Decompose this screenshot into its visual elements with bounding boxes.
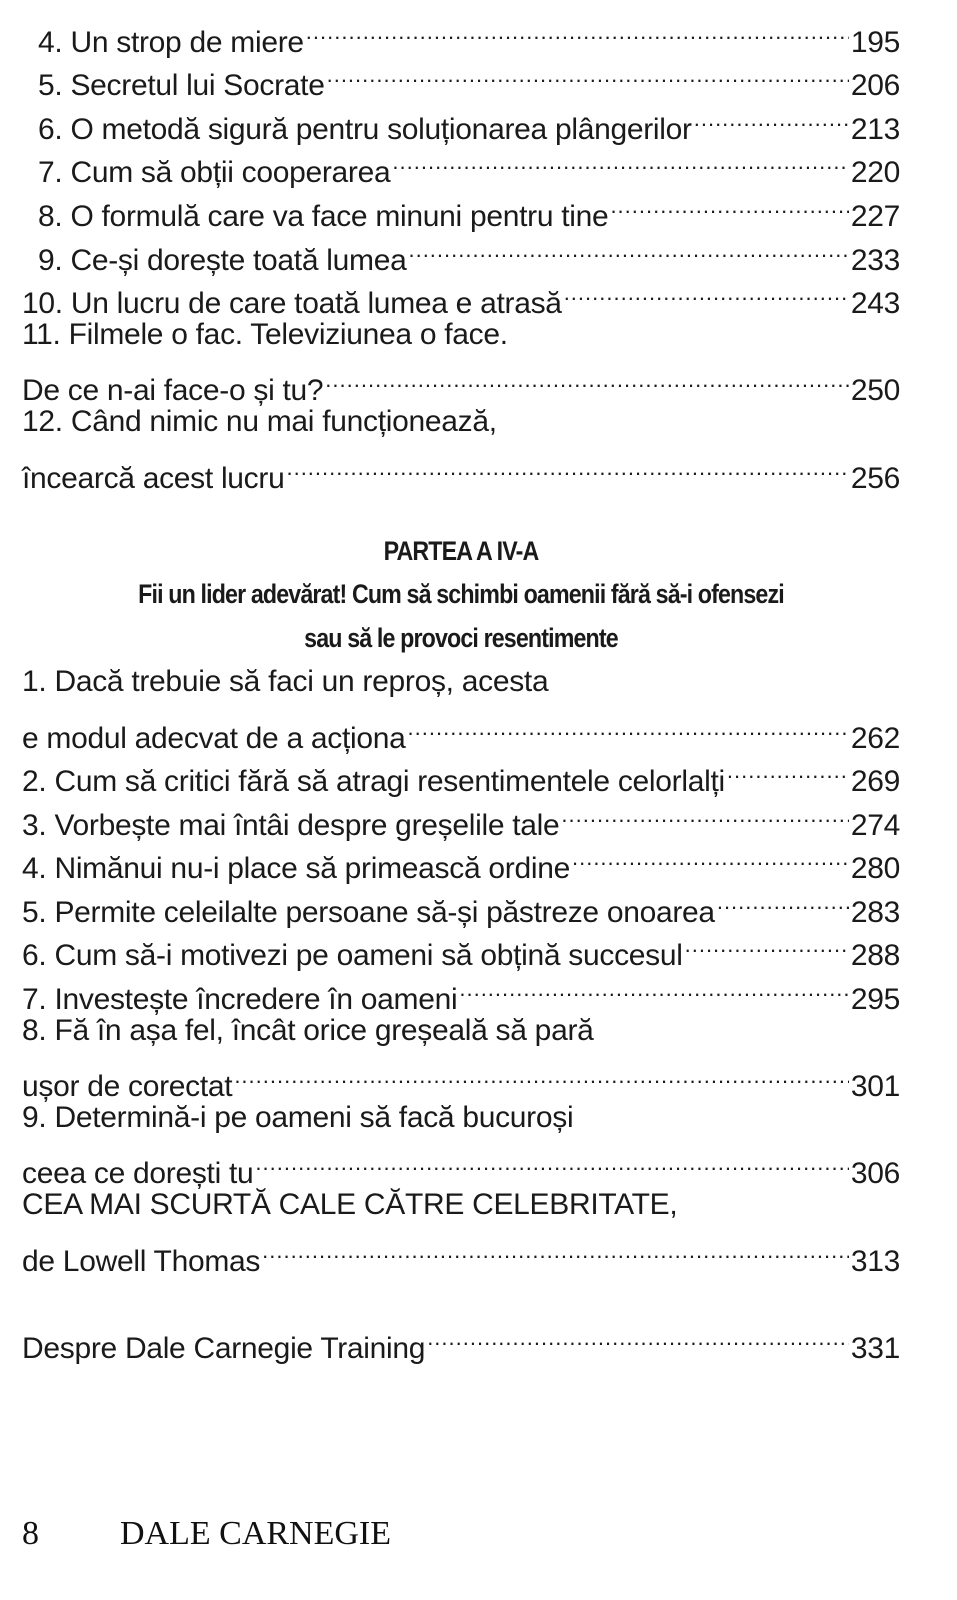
toc-entry-line1: 9. Determină-i pe oameni să facă bucuroși [22,1101,574,1135]
dot-leader [327,52,849,96]
toc-entry-appendix: Despre Dale Carnegie Training ..... 331 [22,1314,900,1358]
dot-leader [255,1140,848,1184]
running-head: DALE CARNEGIE [120,1515,392,1552]
dot-leader [610,182,848,226]
dot-leader [427,1314,849,1358]
dot-leader [572,835,849,879]
toc-entry-line2: e modul adecvat de a acționa ..... 262 [22,704,900,748]
page-footer [22,1515,391,1559]
toc-entry: 7. Investește încredere în oameni ..... 295 [22,965,900,1009]
part-heading-block [22,530,900,661]
toc-entry: 3. Vorbește mai întâi despre greșelile tale ..... 274 [22,791,900,835]
toc-entry: 6. O metodă sigură pentru soluționarea plângerilor ..... 213 [22,95,900,139]
toc-entry: 9. Ce-și dorește toată lumea ..... 233 [22,226,900,270]
toc-entry-line1: CEA MAI SCURTĂ CALE CĂTRE CELEBRITATE, [22,1188,678,1222]
dot-leader [408,704,849,748]
dot-leader [685,922,849,966]
dot-leader [727,748,849,792]
toc-entry: 5. Permite celeilalte persoane să-și păstreze onoarea ..... 283 [22,878,900,922]
dot-leader [561,791,848,835]
dot-leader [408,226,848,270]
toc-entry-line2: încearcă acest lucru ..... 256 [22,444,900,488]
dot-leader [262,1227,849,1271]
toc-entry-line2: De ce n-ai face-o și tu? ..... 250 [22,357,900,401]
toc-section-part4 [22,660,900,1278]
toc-entry-line1: 1. Dacă trebuie să faci un reproș, acesta [22,665,549,699]
dot-leader [392,139,848,183]
dot-leader [325,357,849,401]
dot-leader [234,1053,849,1097]
toc-entry: 8. O formulă care va face minuni pentru tine ..... 227 [22,182,900,226]
dot-leader [717,878,849,922]
page-number: 8 [22,1515,39,1552]
toc-entry-line2: ceea ce dorești tu ..... 306 [22,1140,900,1184]
toc-entry: 4. Nimănui nu-i place să primească ordine ..... 280 [22,835,900,879]
toc-entry: 6. Cum să-i motivezi pe oameni să obțină succesul ..... 288 [22,922,900,966]
dot-leader [694,95,849,139]
toc-entry: 7. Cum să obții cooperarea ..... 220 [22,139,900,183]
toc-entry: 10. Un lucru de care toată lumea e atrasă ..... 243 [22,270,900,314]
part-title: PARTEA A IV-A [383,535,539,566]
toc-entry-line2: de Lowell Thomas ..... 313 [22,1227,900,1271]
toc-entry-line1: 11. Filmele o fac. Televiziunea o face. [22,318,508,352]
dot-leader [459,965,848,1009]
toc-entry: 4. Un strop de miere ..... 195 [22,8,900,52]
dot-leader [564,270,849,314]
toc-entry-line1: 8. Fă în așa fel, încât orice greșeală să pară [22,1014,594,1048]
dot-leader [306,8,849,52]
toc-entry-line2: ușor de corectat ..... 301 [22,1053,900,1097]
part-subtitle: Fii un lider adevărat! Cum să schimbi oamenii fără să-i ofensezi [138,579,784,610]
toc-section-part3 [22,8,900,495]
toc-entry: 5. Secretul lui Socrate ..... 206 [22,52,900,96]
dot-leader [286,444,848,488]
toc-entry-line1: 12. Când nimic nu mai funcționează, [22,405,497,439]
toc-entry: 2. Cum să critici fără să atragi resentimentele celorlalți ..... 269 [22,748,900,792]
table-of-contents [22,0,900,1365]
part-subtitle: sau să le provoci resentimente [304,622,618,653]
